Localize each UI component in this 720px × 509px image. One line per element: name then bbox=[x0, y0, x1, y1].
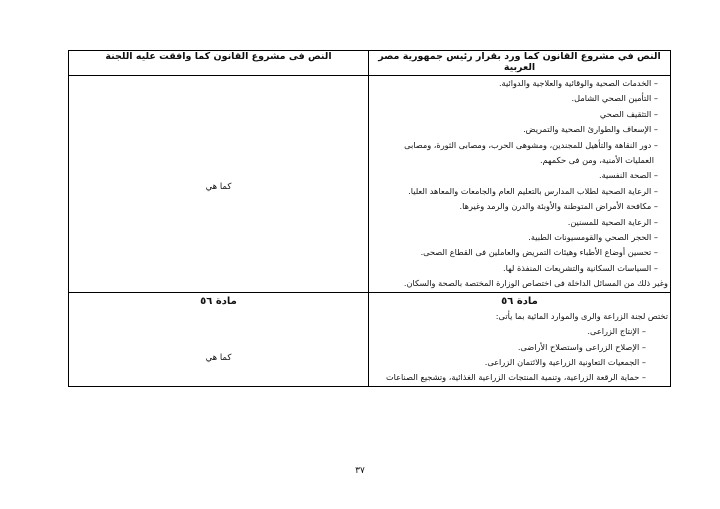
list-item: – الإصلاح الزراعى واستصلاح الأراضى. bbox=[517, 341, 646, 352]
committee-text-cell bbox=[69, 76, 369, 293]
list-item: – الإسعاف والطوارئ الصحية والتمريض. bbox=[523, 124, 658, 135]
article-title: مادة ٥٦ bbox=[200, 295, 237, 307]
list-item: – الإنتاج الزراعى. bbox=[587, 326, 646, 337]
table-row bbox=[69, 76, 671, 293]
closing-line: وغير ذلك من المسائل الداخلة فى اختصاص الوزارة المختصة بالصحة والسكان. bbox=[403, 278, 668, 289]
original-text-cell bbox=[369, 76, 671, 293]
list-item: – الحجر الصحي والقومسيونات الطبية. bbox=[528, 232, 658, 243]
list-item-continuation: العمليات الأمنية، ومن فى حكمهم. bbox=[539, 155, 654, 166]
list-item: – الرعاية الصحية للمسنين. bbox=[567, 216, 658, 227]
list-item: – السياسات السكانية والتشريعات المنفذة لها. bbox=[503, 262, 658, 273]
list-item: – التأمين الصحي الشامل. bbox=[571, 93, 658, 104]
article-title: مادة ٥٦ bbox=[501, 295, 538, 307]
list-item: – الرعاية الصحية لطلاب المدارس بالتعليم العام والجامعات والمعاهد العليا. bbox=[408, 185, 658, 196]
committee-text-cell bbox=[69, 292, 369, 386]
header-committee-text: النص فى مشروع القانون كما وافقت عليه اللجنة bbox=[69, 51, 369, 76]
table-header-row bbox=[69, 51, 671, 76]
list-item: – دور النقاهة والتأهيل للمجندين، ومشوهى الحرب، ومصابى الثورة، ومصابى bbox=[404, 139, 658, 150]
same-as-original-text: كما هي bbox=[205, 352, 232, 363]
same-as-original-text: كما هي bbox=[205, 182, 232, 193]
header-original-text: النص في مشروع القانون كما ورد بقرار رئيس جمهورية مصر العربية bbox=[369, 51, 671, 76]
list-item: – تحسين أوضاع الأطباء وهيئات التمريض والعاملين فى القطاع الصحى. bbox=[420, 247, 658, 258]
original-text-cell bbox=[369, 292, 671, 386]
list-item: – الجمعيات التعاونية الزراعية والائتمان الزراعى. bbox=[484, 356, 646, 367]
article-intro: تختص لجنة الزراعة والرى والموارد المائية بما يأتى: bbox=[495, 310, 668, 321]
table-row bbox=[69, 292, 671, 386]
list-item: – حماية الرقعة الزراعية، وتنمية المنتجات الزراعية الغذائية، وتشجيع الصناعات bbox=[385, 372, 646, 383]
comparison-table bbox=[68, 50, 671, 387]
list-item: – الخدمات الصحية والوقائية والعلاجية والدوائية. bbox=[498, 78, 658, 88]
list-item: – الصحة النفسية. bbox=[599, 170, 658, 181]
list-item: – التثقيف الصحي bbox=[599, 108, 658, 119]
page-number: ٣٧ bbox=[355, 466, 365, 476]
list-item: – مكافحة الأمراض المتوطنة والأوبئة والدرن والرمد وغيرها. bbox=[459, 201, 658, 212]
